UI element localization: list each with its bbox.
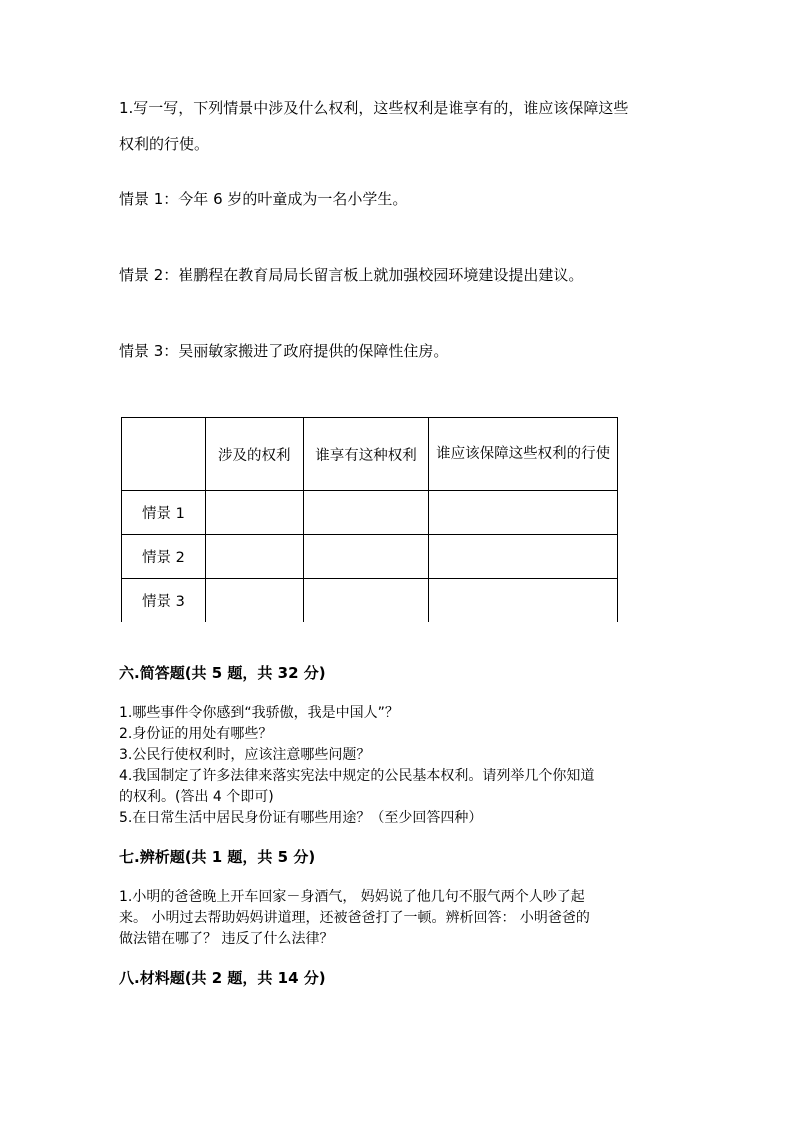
section-6-title: 六.简答题(共 5 题，共 32 分) xyxy=(119,664,326,682)
section-6-item-4: 4.我国制定了许多法律来落实宪法中规定的公民基本权利。请列举几个你知道 xyxy=(119,768,595,784)
table-row-label: 情景 1 xyxy=(122,491,206,535)
table-header-empty xyxy=(122,418,206,491)
table-cell xyxy=(205,491,303,535)
table-cell xyxy=(429,579,618,623)
table-row-label: 情景 2 xyxy=(122,535,206,579)
table-cell xyxy=(303,491,429,535)
section-7-line-3: 做法错在哪了？ 违反了什么法律？ xyxy=(119,931,334,947)
question-1-line-2: 权利的行使。 xyxy=(119,135,210,153)
section-7-line-1: 1.小明的爸爸晚上开车回家－身酒气， 妈妈说了他几句不服气两个人吵了起 xyxy=(119,889,585,905)
table-cell xyxy=(429,491,618,535)
section-7-title: 七.辨析题(共 1 题，共 5 分) xyxy=(119,848,316,866)
section-6-item-4-cont: 的权利。(答出 4 个即可) xyxy=(119,789,274,805)
section-6-item-3: 3.公民行使权利时，应该注意哪些问题？ xyxy=(119,747,371,763)
table-header-who-enjoys: 谁享有这种权利 xyxy=(303,418,429,491)
table-cell xyxy=(205,535,303,579)
section-6-item-2: 2.身份证的用处有哪些？ xyxy=(119,726,273,742)
table-row-label: 情景 3 xyxy=(122,579,206,623)
section-8-title: 八.材料题(共 2 题，共 14 分) xyxy=(119,969,326,987)
table-row xyxy=(122,579,618,623)
rights-table xyxy=(121,417,618,622)
table-cell xyxy=(205,579,303,623)
scene-1: 情景 1：今年 6 岁的叶童成为一名小学生。 xyxy=(119,190,408,208)
table-header-who-guarantees-text: 谁应该保障这些权利的行使 xyxy=(436,446,611,462)
question-1-line-1: 1.写一写，下列情景中涉及什么权利，这些权利是谁享有的，谁应该保障这些 xyxy=(119,99,629,117)
table-cell xyxy=(303,579,429,623)
section-6-item-5: 5.在日常生活中居民身份证有哪些用途？（至少回答四种） xyxy=(119,810,483,826)
table-header-row xyxy=(122,418,618,491)
table-cell xyxy=(429,535,618,579)
table-header-rights: 涉及的权利 xyxy=(205,418,303,491)
scene-2: 情景 2：崔鹏程在教育局局长留言板上就加强校园环境建设提出建议。 xyxy=(119,266,584,284)
section-6-item-1: 1.哪些事件令你感到“我骄傲，我是中国人”？ xyxy=(119,705,399,721)
table-header-who-guarantees xyxy=(429,418,618,491)
table-row xyxy=(122,491,618,535)
section-7-line-2: 来。 小明过去帮助妈妈讲道理，还被爸爸打了一顿。辨析回答： 小明爸爸的 xyxy=(119,910,590,926)
scene-3: 情景 3：吴丽敏家搬进了政府提供的保障性住房。 xyxy=(119,342,449,360)
table-row xyxy=(122,535,618,579)
table-cell xyxy=(303,535,429,579)
